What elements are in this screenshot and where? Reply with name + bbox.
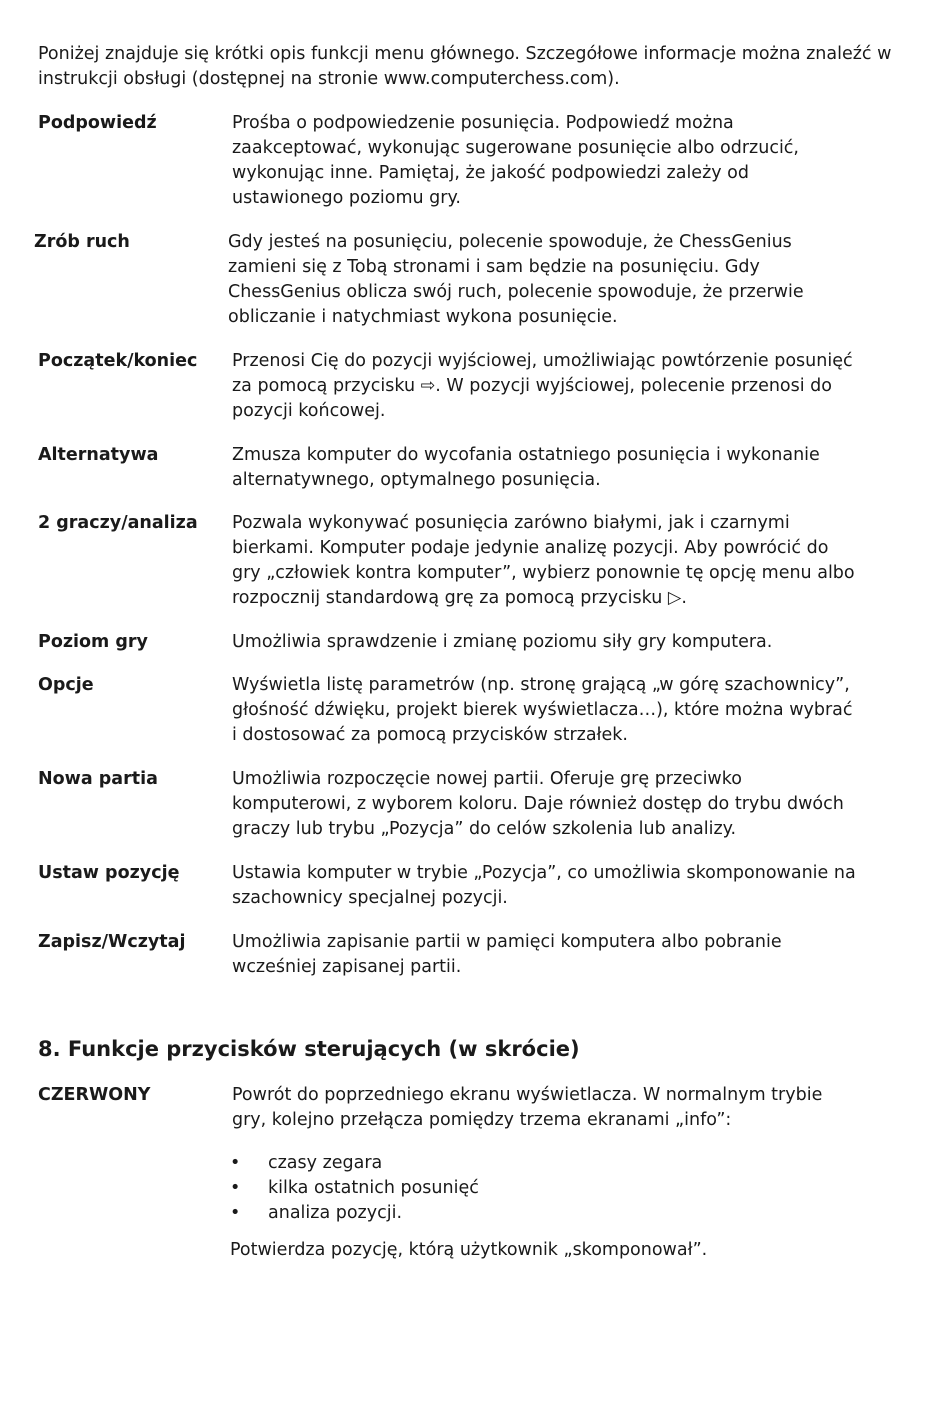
- menu-description: Ustawia komputer w trybie „Pozycja”, co umożliwia skomponowanie na szachownicy specjalnej pozycji.: [232, 863, 856, 908]
- bullet-list: [230, 1151, 479, 1226]
- menu-description: Wyświetla listę parametrów (np. stronę grającą „w górę szachownicy”, głośność dźwięku, projekt bierek wyświetlacza…), które można wybrać i dostosować za pomocą przycisków strzałek.: [232, 675, 853, 745]
- menu-term: Opcje: [38, 675, 94, 695]
- bullet-symbol: •: [230, 1203, 241, 1223]
- menu-description: Umożliwia zapisanie partii w pamięci komputera albo pobranie wcześniej zapisanej partii.: [232, 932, 782, 977]
- list-item-text: czasy zegara: [268, 1153, 383, 1173]
- menu-term: Ustaw pozycję: [38, 863, 180, 883]
- bullet-symbol: •: [230, 1178, 241, 1198]
- menu-term: Poziom gry: [38, 632, 148, 652]
- menu-term: Początek/koniec: [38, 351, 198, 371]
- menu-term: 2 graczy/analiza: [38, 513, 198, 533]
- section-heading: 8. Funkcje przycisków sterujących (w skrócie): [38, 1037, 580, 1061]
- bullet-symbol: •: [230, 1153, 241, 1173]
- list-item: [230, 1176, 479, 1201]
- button-term: CZERWONY: [38, 1085, 151, 1105]
- menu-term: Podpowiedź: [38, 113, 157, 133]
- menu-term: Zapisz/Wczytaj: [38, 932, 186, 952]
- menu-term: Alternatywa: [38, 445, 159, 465]
- menu-description: Umożliwia rozpoczęcie nowej partii. Oferuje grę przeciwko komputerowi, z wyborem koloru. Daje również dostęp do trybu dwóch graczy lub trybu „Pozycja” do celów szkolenia lub analizy.: [232, 769, 844, 839]
- list-item-text: analiza pozycji.: [268, 1203, 403, 1223]
- menu-description: Pozwala wykonywać posunięcia zarówno białymi, jak i czarnymi bierkami. Komputer podaje jedynie analizę pozycji. Aby powrócić do gry „człowiek kontra komputer”, wybierz ponownie tę opcję menu albo rozpocznij standardową grę za pomocą przycisku ▷.: [232, 513, 855, 608]
- button-description: Powrót do poprzedniego ekranu wyświetlacza. W normalnym trybie gry, kolejno przełącza pomiędzy trzema ekranami „info”:: [232, 1085, 823, 1130]
- intro-paragraph: Poniżej znajduje się krótki opis funkcji menu głównego. Szczegółowe informacje można znaleźć w instrukcji obsługi (dostępnej na stronie www.computerchess.com).: [38, 44, 892, 89]
- menu-term: Nowa partia: [38, 769, 158, 789]
- menu-term: Zrób ruch: [34, 232, 130, 252]
- menu-description: Przenosi Cię do pozycji wyjściowej, umożliwiając powtórzenie posunięć za pomocą przycisku ⇨. W pozycji wyjściowej, polecenie przenosi do pozycji końcowej.: [232, 351, 853, 421]
- menu-description: Prośba o podpowiedzenie posunięcia. Podpowiedź można zaakceptować, wykonując sugerowane posunięcie albo odrzucić, wykonując inne. Pamiętaj, że jakość podpowiedzi zależy od ustawionego poziomu gry.: [232, 113, 799, 208]
- list-item: [230, 1151, 479, 1176]
- menu-description: Gdy jesteś na posunięciu, polecenie spowoduje, że ChessGenius zamieni się z Tobą stronami i sam będzie na posunięciu. Gdy ChessGenius oblicza swój ruch, polecenie spowoduje, że przerwie obliczanie i natychmiast wykona posunięcie.: [228, 232, 804, 327]
- list-item-text: kilka ostatnich posunięć: [268, 1178, 479, 1198]
- menu-description: Zmusza komputer do wycofania ostatniego posunięcia i wykonanie alternatywnego, optymalnego posunięcia.: [232, 445, 820, 490]
- closing-paragraph: Potwierdza pozycję, którą użytkownik „skomponował”.: [230, 1240, 708, 1260]
- menu-description: Umożliwia sprawdzenie i zmianę poziomu siły gry komputera.: [232, 632, 773, 652]
- list-item: [230, 1201, 479, 1226]
